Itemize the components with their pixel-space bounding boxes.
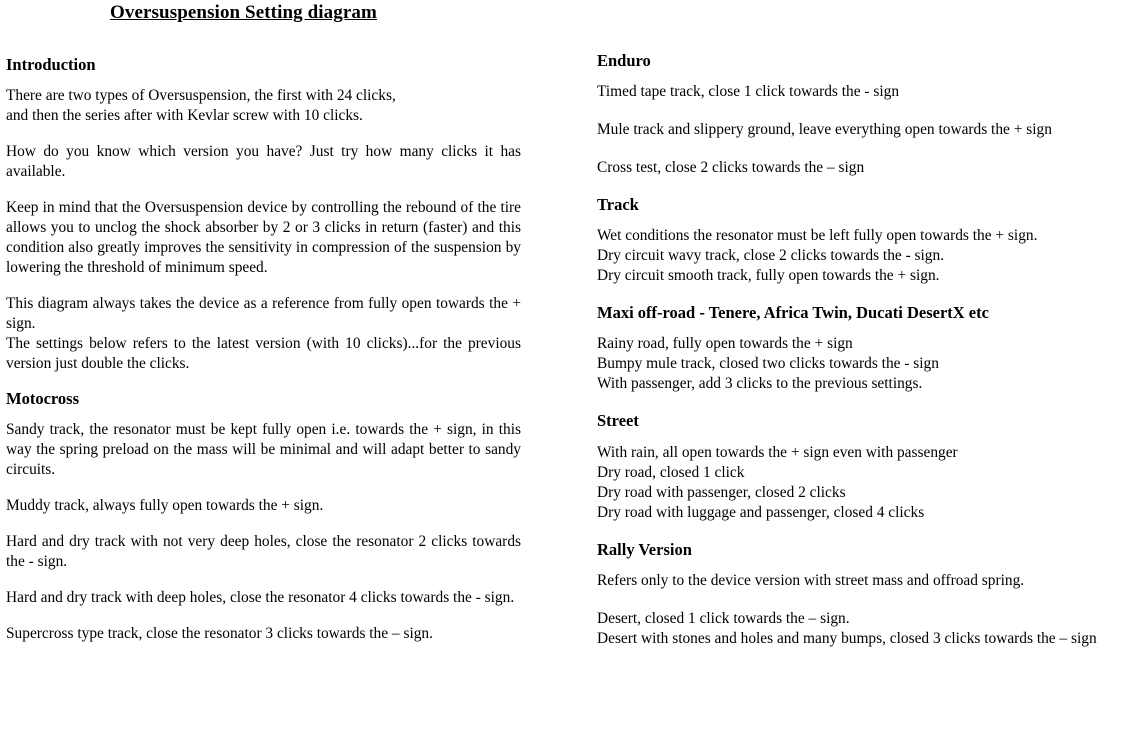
section-introduction — [6, 56, 521, 374]
paragraph: Wet conditions the resonator must be left fully open towards the + sign. Dry circuit wavy track, close 2 clicks towards the - sign. Dry circuit smooth track, fully open towards the + sign. — [597, 227, 1038, 285]
page-title: Oversuspension Setting diagram — [110, 2, 377, 23]
section-motocross — [6, 390, 521, 644]
paragraph: Muddy track, always fully open towards the + sign. — [6, 497, 324, 515]
paragraph: Rainy road, fully open towards the + sign Bumpy mule track, closed two clicks towards the - sign With passenger, add 3 clicks to the previous settings. — [597, 335, 939, 393]
section-heading — [597, 304, 1117, 322]
section-heading: Introduction — [6, 55, 96, 74]
section-maxi-offroad — [597, 304, 1117, 394]
paragraph: How do you know which version you have? Just try how many clicks it has available. — [6, 143, 521, 181]
paragraph: Cross test, close 2 clicks towards the – sign — [597, 159, 865, 177]
section-enduro — [597, 52, 1117, 178]
paragraph: Desert, closed 1 click towards the – sign. Desert with stones and holes and many bumps, closed 3 clicks towards the – sign — [597, 609, 1097, 647]
section-heading-suffix: - Tenere, Africa Twin, Ducati DesertX etc — [695, 303, 989, 323]
paragraph: There are two types of Oversuspension, the first with 24 clicks, and then the series after with Kevlar screw with 10 clicks. — [6, 87, 396, 125]
paragraph: Sandy track, the resonator must be kept fully open i.e. towards the + sign, in this way the spring preload on the mass will be minimal and will adapt better to sandy circuits. — [6, 421, 521, 479]
paragraph: Hard and dry track with not very deep holes, close the resonator 2 clicks towards the - sign. — [6, 533, 521, 571]
section-heading-text: Street — [597, 411, 639, 431]
section-heading-text: Track — [597, 195, 639, 215]
section-heading-text: Maxi off-road — [597, 303, 696, 323]
section-rally-version — [597, 541, 1117, 649]
section-heading: Motocross — [6, 389, 80, 409]
paragraph: Refers only to the device version with street mass and offroad spring. — [597, 571, 1025, 589]
section-heading — [597, 196, 1117, 214]
paragraph: Timed tape track, close 1 click towards the - sign — [597, 83, 900, 101]
paragraph: This diagram always takes the device as a reference from fully open towards the + sign. The settings below refers to the latest version (with 10 clicks)...for the previous version just double the clicks. — [6, 295, 521, 373]
left-column — [6, 56, 521, 660]
paragraph: Keep in mind that the Oversuspension device by controlling the rebound of the tire allows you to unclog the shock absorber by 2 or 3 clicks in return (faster) and this condition also greatly improves the sensitivity in compression of the suspension by lowering the threshold of minimum speed. — [6, 199, 521, 277]
right-column — [597, 52, 1117, 667]
section-heading — [597, 52, 1117, 70]
section-heading-text: Enduro — [597, 51, 651, 70]
paragraph: With rain, all open towards the + sign even with passenger Dry road, closed 1 click Dry road with passenger, closed 2 clicks Dry road with luggage and passenger, closed 4 clicks — [597, 443, 958, 521]
section-heading — [597, 412, 1117, 430]
section-track — [597, 196, 1117, 286]
section-heading — [597, 541, 1117, 559]
section-street — [597, 412, 1117, 522]
paragraph: Hard and dry track with deep holes, close the resonator 4 clicks towards the - sign. — [6, 589, 515, 607]
paragraph: Mule track and slippery ground, leave everything open towards the + sign — [597, 121, 1052, 139]
section-heading-text: Rally Version — [597, 539, 692, 559]
paragraph: Supercross type track, close the resonator 3 clicks towards the – sign. — [6, 625, 433, 643]
